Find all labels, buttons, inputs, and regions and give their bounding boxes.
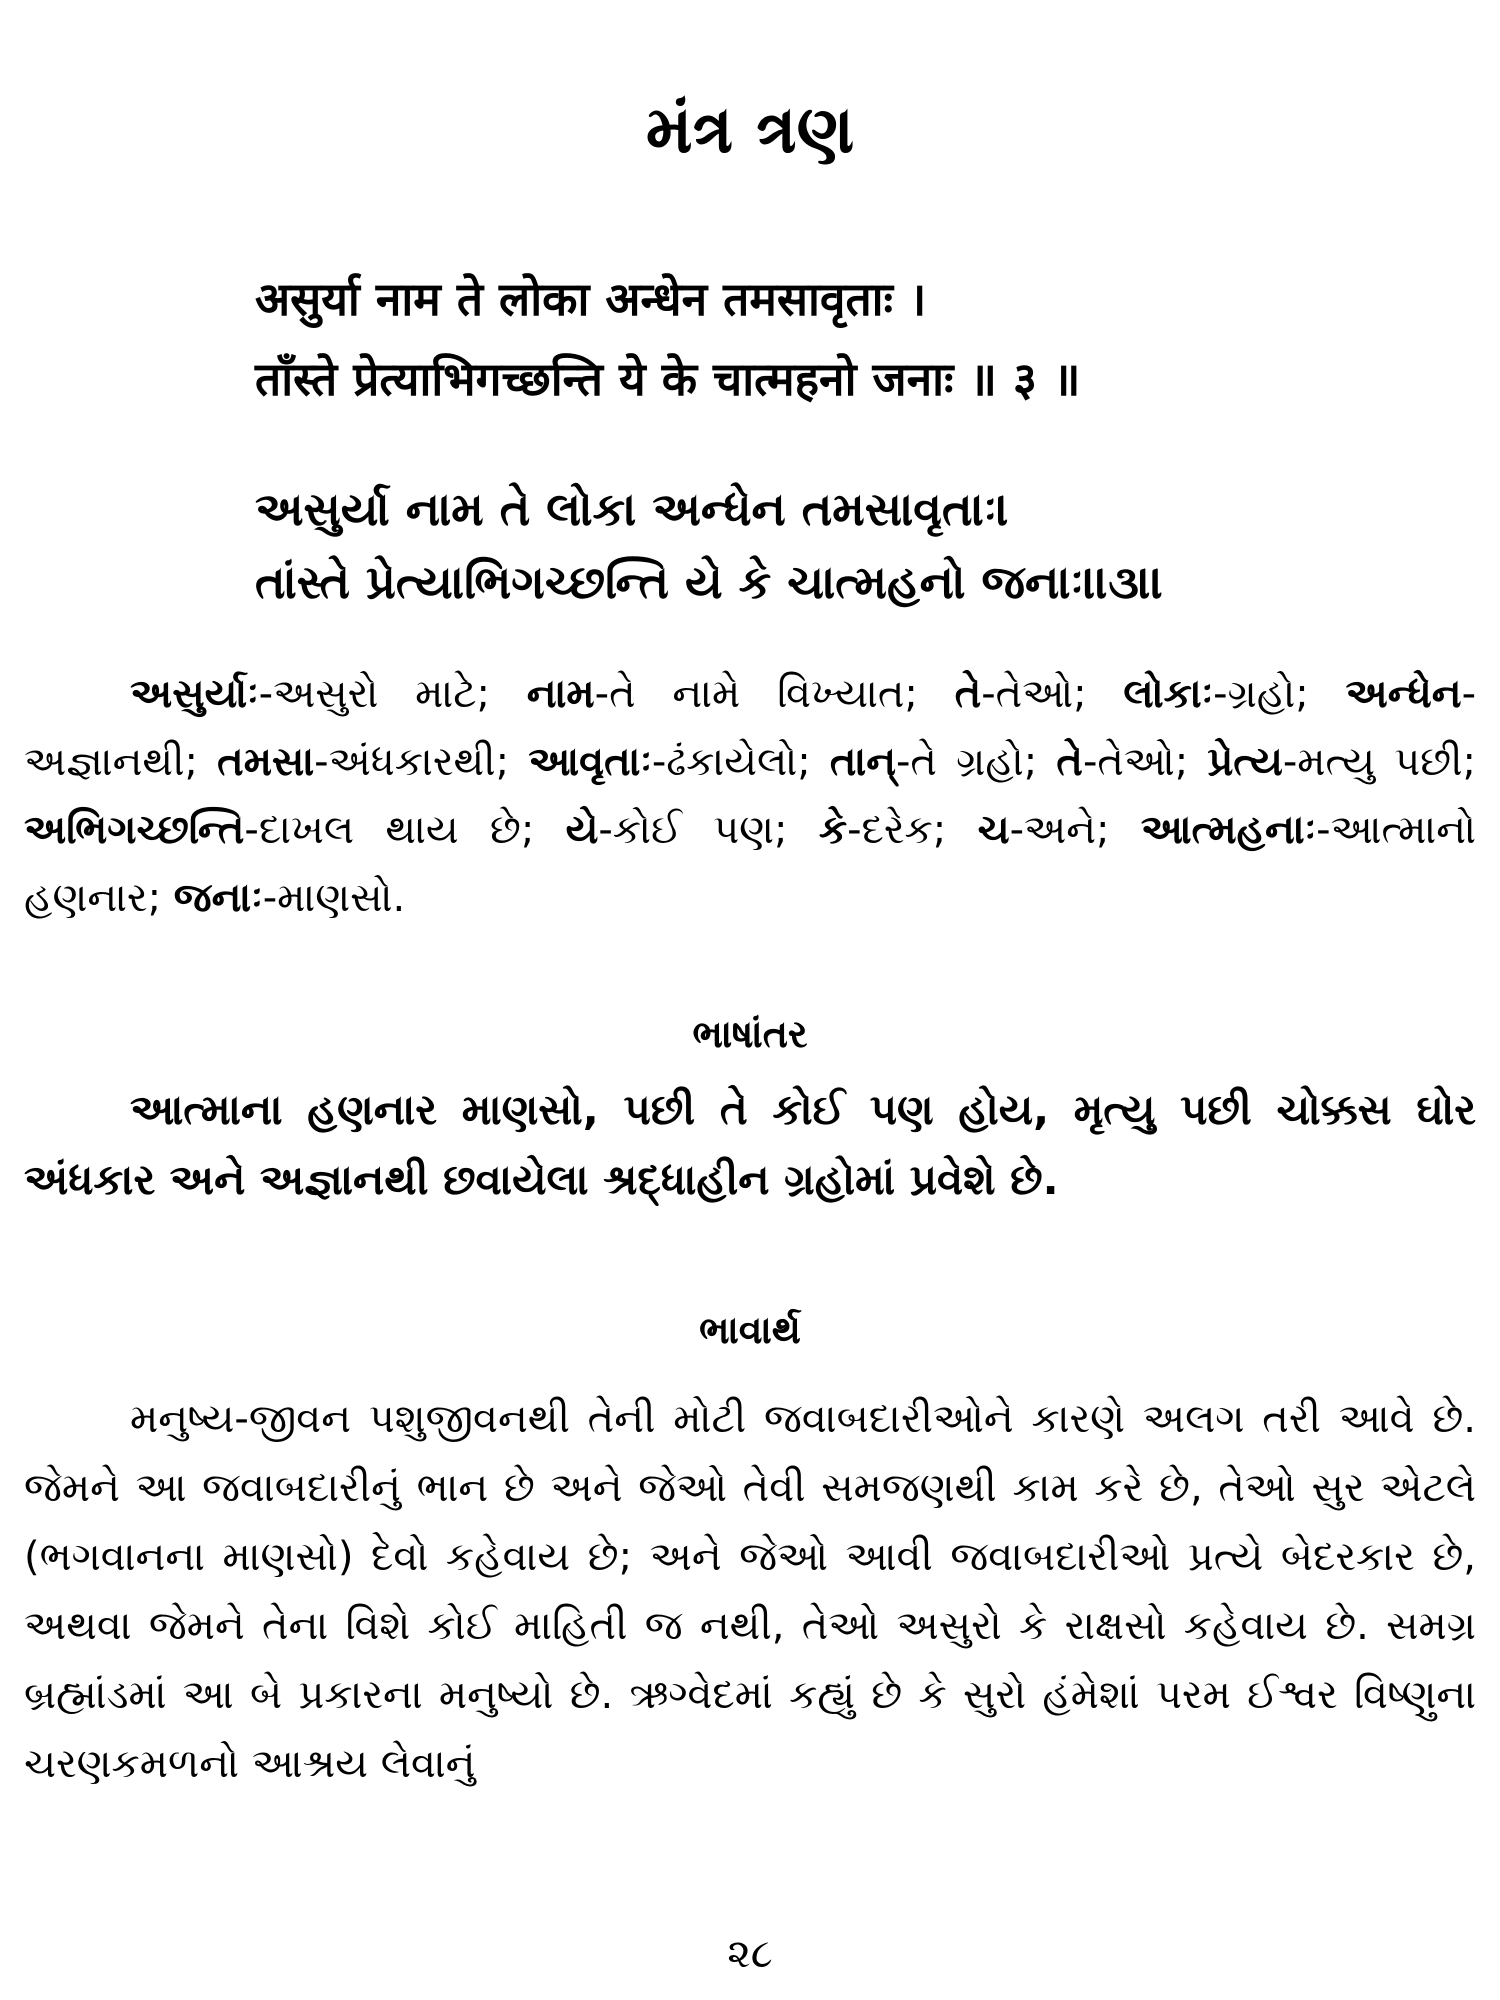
page-title: મંત્ર ત્રણ xyxy=(645,91,855,168)
synonym-meaning: -કોઈ પણ; xyxy=(598,807,819,853)
verse-devanagari-line-2: ताँस्ते प्रेत्याभिगच्छन्ति ये के चात्महनो जनाः ॥ ३ ॥ xyxy=(255,352,1081,406)
synonym-meaning: -મત્યુ પછી; xyxy=(1282,739,1476,785)
synonym-term: તાન્ xyxy=(829,739,896,785)
synonym-term: અન્ધેન xyxy=(1345,671,1462,717)
translation-heading: ભાષાંતર xyxy=(692,1012,808,1056)
verse-devanagari-line-1: असुर्या नाम ते लोका अन्धेन तमसावृताः । xyxy=(255,272,927,326)
verse-gujarati-line-2: તાંસ્તે પ્રેત્યાભિગચ્છન્તિ યે કે ચાત્મહનો જનાઃ।।૩।। xyxy=(255,555,1164,609)
synonym-meaning: -અને; xyxy=(1009,807,1141,853)
page-number: ૨૮ xyxy=(727,1931,773,1977)
purport-heading: ભાવાર્થ xyxy=(699,1308,801,1352)
synonym-term: જનાઃ xyxy=(173,875,263,921)
synonym-meaning: -ઢંકાયેલો; xyxy=(651,739,830,785)
synonym-term: યે xyxy=(565,807,599,853)
synonym-meaning: -દરેક; xyxy=(847,807,978,853)
synonym-term: કે xyxy=(818,807,848,853)
synonym-term: નામ xyxy=(526,671,595,717)
synonym-term: અસુર્યાઃ xyxy=(130,671,259,717)
synonym-meaning: -અંધકારથી; xyxy=(314,739,529,785)
synonym-meaning: -આત્માનો હણનાર; xyxy=(24,807,1477,921)
purport-text: મનુષ્ય-જીવન પશુજીવનથી તેની મોટી જવાબદારીઓને કારણે અલગ તરી આવે છે. જેમને આ જવાબદારીનું ભાન છે અને જેઓ તેવી સમજણથી કામ કરે છે, તેઓ સુર એટલે (ભગવાનના માણસો) દેવો કહેવાય છે; અને જેઓ આવી જવાબદારીઓ પ્રત્યે બેદરકાર છે, અથવા જેમને તેના વિશે કોઈ માહિતી જ નથી, તેઓ અસુરો કે રાક્ષસો કહેવાય છે. સમગ્ર બ્રહ્માંડમાં આ બે પ્રકારના મનુષ્યો છે. ઋગ્વેદમાં કહ્યું છે કે સુરો હંમેશાં પરમ ઈશ્વર વિષ્ણુના ચરણકમળનો આશ્રય લેવાનું xyxy=(24,1396,1476,1787)
purport-paragraph xyxy=(24,1385,1476,1799)
synonym-meaning: -તેઓ; xyxy=(1082,739,1208,785)
synonym-term: તે xyxy=(1056,739,1083,785)
synonym-term: લોકાઃ xyxy=(1123,671,1214,717)
synonym-meaning: -અસુરો માટે; xyxy=(258,671,527,717)
synonym-meaning: -દાખલ થાય છે; xyxy=(244,807,566,853)
synonym-meaning: -માણસો. xyxy=(262,875,406,921)
synonym-meaning: -તેઓ; xyxy=(981,671,1124,717)
synonym-term: અભિગચ્છન્તિ xyxy=(24,807,245,853)
synonym-term: તે xyxy=(954,671,982,717)
synonym-meaning: -તે ગ્રહો; xyxy=(896,739,1057,785)
synonym-meaning: -અજ્ઞાનથી; xyxy=(24,671,1476,785)
synonym-term: તમસા xyxy=(217,739,315,785)
synonym-term: પ્રેત્ય xyxy=(1207,739,1283,785)
synonym-meaning: -ગ્રહો; xyxy=(1213,671,1346,717)
word-meanings xyxy=(24,660,1476,932)
translation-text: આત્માના હણનાર માણસો, પછી તે કોઈ પણ હોય, મૃત્યુ પછી ચોક્કસ ઘોર અંધકાર અને અજ્ઞાનથી છવાયેલા શ્રદ્ધાહીન ગ્રહોમાં પ્રવેશે છે. xyxy=(24,1085,1476,1204)
synonym-term: આવૃતાઃ xyxy=(528,739,652,785)
translation-paragraph xyxy=(24,1075,1476,1215)
synonym-term: ચ xyxy=(977,807,1010,853)
synonym-meaning: -તે નામે વિખ્યાત; xyxy=(594,671,955,717)
synonym-term: આત્મહનાઃ xyxy=(1140,807,1317,853)
verse-gujarati-line-1: અસુર્યા નામ તે લોકા અન્ધેન તમસાવૃતાઃ। xyxy=(255,482,1010,536)
